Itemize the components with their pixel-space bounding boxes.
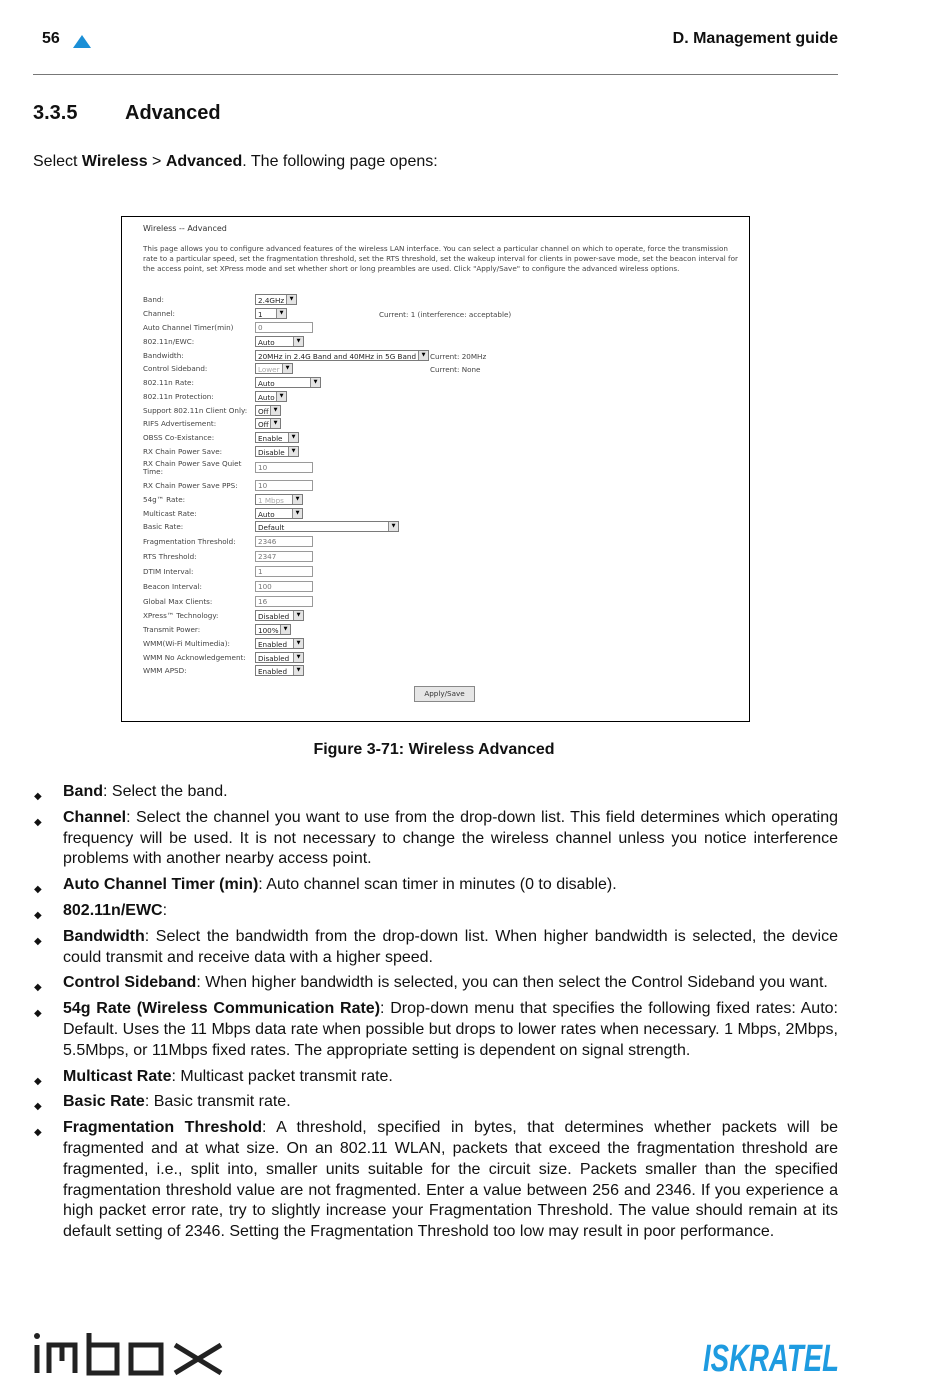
bullet-term: Band	[63, 783, 103, 800]
row-label: Channel:	[143, 309, 175, 318]
row-label: RX Chain Power Save:	[143, 447, 223, 456]
rifs-select[interactable]	[255, 418, 281, 429]
section-title: Advanced	[125, 102, 221, 124]
chevron-down-icon: ▼	[418, 351, 428, 360]
row-label: 802.11n Protection:	[143, 392, 214, 401]
intro-advanced: Advanced	[165, 153, 243, 170]
section-number: 3.3.5	[33, 102, 78, 124]
row-wmm-no-ack	[143, 654, 743, 666]
wmm-no-ack-select[interactable]	[255, 652, 304, 663]
row-beacon-interval	[143, 583, 743, 595]
row-label: Transmit Power:	[143, 625, 201, 634]
band-select[interactable]	[255, 294, 297, 305]
bandwidth-select[interactable]	[255, 350, 429, 361]
row-auto-channel-timer	[143, 324, 743, 336]
chevron-down-icon: ▼	[282, 364, 292, 373]
row-80211n-ewc	[143, 338, 743, 350]
list-item	[33, 875, 838, 896]
row-xpress	[143, 612, 743, 624]
row-54g-rate	[143, 496, 743, 508]
triangle-icon	[73, 35, 91, 48]
bullet-term: Control Sideband	[63, 974, 197, 992]
row-label: OBSS Co-Existance:	[143, 433, 215, 442]
bullet-text: : Multicast packet transmit rate.	[171, 1067, 393, 1085]
guide-title: D. Management guide	[672, 30, 838, 47]
bullet-text: : Select the channel you want to use from the drop-down list. This field determines which operating frequency will be used. It is not necessary to change the wireless channel unless you notice interference problems with another nearby access point.	[63, 808, 838, 868]
diamond-bullet-icon: ◆	[34, 1127, 42, 1139]
row-label: Global Max Clients:	[143, 597, 213, 606]
row-label: Fragmentation Threshold:	[143, 537, 236, 546]
row-label: DTIM Interval:	[143, 567, 194, 576]
transmit-power-select[interactable]	[255, 624, 291, 635]
channel-current-note: Current: 1 (interference: acceptable)	[379, 310, 512, 319]
bullet-term: Bandwidth	[63, 927, 145, 945]
bullet-term: Multicast Rate	[63, 1067, 172, 1085]
row-multicast-rate	[143, 510, 743, 522]
54g-rate-select[interactable]	[255, 494, 303, 505]
list-item	[33, 1118, 838, 1243]
row-basic-rate	[143, 523, 743, 535]
list-item	[33, 927, 838, 969]
diamond-bullet-icon: ◆	[34, 884, 42, 896]
select-value: Auto	[258, 393, 275, 402]
row-label: 54g™ Rate:	[143, 495, 186, 504]
chevron-down-icon: ▼	[293, 337, 303, 346]
obss-select[interactable]	[255, 432, 299, 443]
row-global-max-clients	[143, 598, 743, 610]
row-transmit-power	[143, 626, 743, 638]
diamond-bullet-icon: ◆	[34, 816, 42, 828]
row-80211n-rate	[143, 379, 743, 391]
channel-select[interactable]	[255, 308, 287, 319]
sideband-current-note: Current: None	[430, 365, 481, 374]
row-label: Band:	[143, 295, 164, 304]
wireless-advanced-screenshot	[121, 216, 750, 722]
row-label: XPress™ Technology:	[143, 611, 219, 620]
bullet-text: : Select the band.	[103, 783, 228, 800]
chevron-down-icon: ▼	[293, 639, 303, 648]
select-value: 1	[258, 310, 263, 319]
bandwidth-current-note: Current: 20MHz	[430, 352, 487, 361]
chevron-down-icon: ▼	[310, 378, 320, 387]
list-item	[33, 973, 838, 994]
select-value: 20MHz in 2.4G Band and 40MHz in 5G Band	[258, 352, 417, 361]
dtim-interval-input[interactable]: 1	[255, 566, 313, 577]
row-support-client-only	[143, 407, 743, 419]
row-label: WMM No Acknowledgement:	[143, 653, 246, 662]
rx-chain-power-save-select[interactable]	[255, 446, 299, 457]
chevron-down-icon: ▼	[280, 625, 290, 634]
select-value: Disabled	[258, 654, 290, 663]
row-80211n-protection	[143, 393, 743, 405]
iskratel-logo	[703, 1337, 839, 1379]
section-heading	[33, 102, 221, 125]
list-item	[33, 1067, 838, 1088]
select-value: Default	[258, 523, 285, 532]
list-item	[33, 901, 838, 922]
select-value: Off	[258, 407, 269, 416]
chevron-down-icon: ▼	[270, 406, 280, 415]
row-bandwidth	[143, 352, 743, 364]
chevron-down-icon: ▼	[286, 295, 296, 304]
select-value: 1 Mbps	[258, 496, 284, 505]
row-rts-threshold	[143, 553, 743, 565]
wmm-apsd-select[interactable]	[255, 665, 304, 676]
bullet-term: Channel	[63, 808, 127, 826]
multicast-rate-select[interactable]	[255, 508, 303, 519]
select-value: Off	[258, 420, 269, 429]
select-value: Auto	[258, 338, 275, 347]
select-value: 100%	[258, 626, 279, 635]
chevron-down-icon: ▼	[293, 653, 303, 662]
row-label: RIFS Advertisement:	[143, 419, 217, 428]
svg-text:ISKRATEL: ISKRATEL	[703, 1338, 839, 1379]
screenshot-description: This page allows you to configure advanced features of the wireless LAN interface. You can select a particular channel on which to operate, force the transmission rate to a particular speed, set the fragmentation threshold, set the RTS threshold, set the wakeup interval for clients in power-save mode, set the beacon interval for the access point, set XPress mode and set whether short or long preambles are used. Click "Apply/Save" to configure the advanced wireless options.	[143, 244, 738, 273]
rx-quiet-time-input[interactable]: 10	[255, 462, 313, 473]
row-rx-pps	[143, 482, 743, 494]
intro-sep: >	[147, 153, 166, 170]
bullet-term: Basic Rate	[63, 1093, 145, 1111]
row-dtim-interval	[143, 568, 743, 580]
bullet-term: Fragmentation Threshold	[63, 1119, 263, 1137]
chevron-down-icon: ▼	[388, 522, 398, 531]
intro-wireless: Wireless	[81, 153, 148, 170]
row-obss	[143, 434, 743, 446]
imbox-logo	[33, 1331, 228, 1377]
list-item	[33, 1092, 838, 1113]
row-control-sideband	[143, 365, 743, 377]
select-value: Disable	[258, 448, 285, 457]
row-label: WMM(Wi-Fi Multimedia):	[143, 639, 230, 648]
global-max-clients-input[interactable]: 16	[255, 596, 313, 607]
page-number: 56	[42, 30, 60, 47]
screenshot-title: Wireless -- Advanced	[143, 224, 227, 233]
rx-pps-input[interactable]: 10	[255, 480, 313, 491]
field-descriptions	[33, 782, 838, 1248]
diamond-bullet-icon: ◆	[34, 791, 42, 802]
chevron-down-icon: ▼	[276, 309, 286, 318]
apply-save-button[interactable]: Apply/Save	[414, 686, 475, 702]
figure-caption: Figure 3-71: Wireless Advanced	[313, 741, 555, 758]
bullet-term: Auto Channel Timer (min)	[63, 876, 259, 894]
beacon-interval-input[interactable]: 100	[255, 581, 313, 592]
row-label: Auto Channel Timer(min)	[143, 323, 234, 332]
frag-threshold-input[interactable]: 2346	[255, 536, 313, 547]
basic-rate-select[interactable]	[255, 521, 399, 532]
chevron-down-icon: ▼	[293, 611, 303, 620]
row-label: Support 802.11n Client Only:	[143, 406, 248, 415]
chevron-down-icon: ▼	[288, 433, 298, 442]
chevron-down-icon: ▼	[292, 495, 302, 504]
select-value: Auto	[258, 510, 275, 519]
wmm-select[interactable]	[255, 638, 304, 649]
row-wmm	[143, 640, 743, 652]
bullet-text: : Basic transmit rate.	[144, 1093, 291, 1111]
control-sideband-select[interactable]	[255, 363, 293, 374]
bullet-text: : A threshold, specified in bytes, that determines whether packets will be fragmented and at what size. On an 802.11 WLAN, packets that exceed the fragmentation threshold are fragmented, i.e., split into, smaller units suitable for the circuit size. Packets smaller than the specified fragmentation threshold value are not fragmented. Enter a value between 256 and 2346. If you experience a high packet error rate, try to slightly increase your Fragmentation Threshold. The value should remain at its default setting of 2346. Setting the Fragmentation Threshold too low may result in poor performance.	[63, 1119, 838, 1241]
chevron-down-icon: ▼	[276, 392, 286, 401]
diamond-bullet-icon: ◆	[34, 1075, 42, 1087]
chevron-down-icon: ▼	[292, 509, 302, 518]
bullet-term: 802.11n/EWC	[63, 901, 163, 919]
bullet-text: : Drop-down menu that specifies the following fixed rates: Auto: Default. Uses the 11 Mbps data rate when possible but drops to lower rates when necessary. 1 Mbps, 2Mbps, 5.5Mbps, or 11Mbps fixed rates. The appropriate setting is dependent on signal strength.	[63, 1000, 838, 1059]
row-frag-threshold	[143, 538, 743, 550]
row-label: WMM APSD:	[143, 666, 187, 675]
80211n-ewc-select[interactable]	[255, 336, 304, 347]
row-label: RX Chain Power Save Quiet Time:	[143, 459, 242, 476]
diamond-bullet-icon: ◆	[34, 1101, 42, 1113]
chevron-down-icon: ▼	[270, 419, 280, 428]
intro-post: . The following page opens:	[242, 153, 438, 170]
bullet-text: :	[162, 901, 168, 919]
list-item	[33, 999, 838, 1061]
page-header	[33, 30, 838, 52]
row-band	[143, 296, 743, 308]
rts-threshold-input[interactable]: 2347	[255, 551, 313, 562]
select-value: Enabled	[258, 667, 288, 676]
chevron-down-icon: ▼	[288, 447, 298, 456]
intro-pre: Select	[33, 153, 82, 170]
select-value: Auto	[258, 379, 275, 388]
row-label: Bandwidth:	[143, 351, 184, 360]
xpress-select[interactable]	[255, 610, 304, 621]
list-item	[33, 782, 838, 803]
row-label: Beacon Interval:	[143, 582, 202, 591]
80211n-rate-select[interactable]	[255, 377, 321, 388]
select-value: Lower	[258, 365, 280, 374]
row-label: Basic Rate:	[143, 522, 184, 531]
diamond-bullet-icon: ◆	[34, 982, 42, 994]
bullet-text: : When higher bandwidth is selected, you can then select the Control Sideband you want.	[196, 974, 828, 992]
bullet-text: : Auto channel scan timer in minutes (0 to disable).	[258, 876, 617, 894]
header-divider	[33, 74, 838, 75]
diamond-bullet-icon: ◆	[34, 935, 42, 947]
80211n-protection-select[interactable]	[255, 391, 287, 402]
intro-text	[33, 153, 438, 171]
select-value: Disabled	[258, 612, 290, 621]
auto-channel-timer-input[interactable]: 0	[255, 322, 313, 333]
bullet-term: 54g Rate (Wireless Communication Rate)	[63, 1000, 381, 1018]
row-label: 802.11n/EWC:	[143, 337, 195, 346]
chevron-down-icon: ▼	[293, 666, 303, 675]
select-value: Enable	[258, 434, 283, 443]
row-label: Multicast Rate:	[143, 509, 197, 518]
row-rx-quiet-time	[143, 460, 743, 478]
diamond-bullet-icon: ◆	[34, 1008, 42, 1020]
client-only-select[interactable]	[255, 405, 281, 416]
select-value: 2.4GHz	[258, 296, 285, 305]
row-label: 802.11n Rate:	[143, 378, 194, 387]
row-wmm-apsd	[143, 667, 743, 679]
row-label: RTS Threshold:	[143, 552, 197, 561]
select-value: Enabled	[258, 640, 288, 649]
bullet-text: : Select the bandwidth from the drop-down list. When higher bandwidth is selected, the device could transmit and receive data with a higher speed.	[63, 927, 838, 966]
diamond-bullet-icon: ◆	[34, 909, 42, 921]
row-rifs	[143, 420, 743, 432]
row-channel	[143, 310, 743, 322]
list-item	[33, 808, 838, 870]
row-label: RX Chain Power Save PPS:	[143, 481, 238, 490]
row-label: Control Sideband:	[143, 364, 208, 373]
